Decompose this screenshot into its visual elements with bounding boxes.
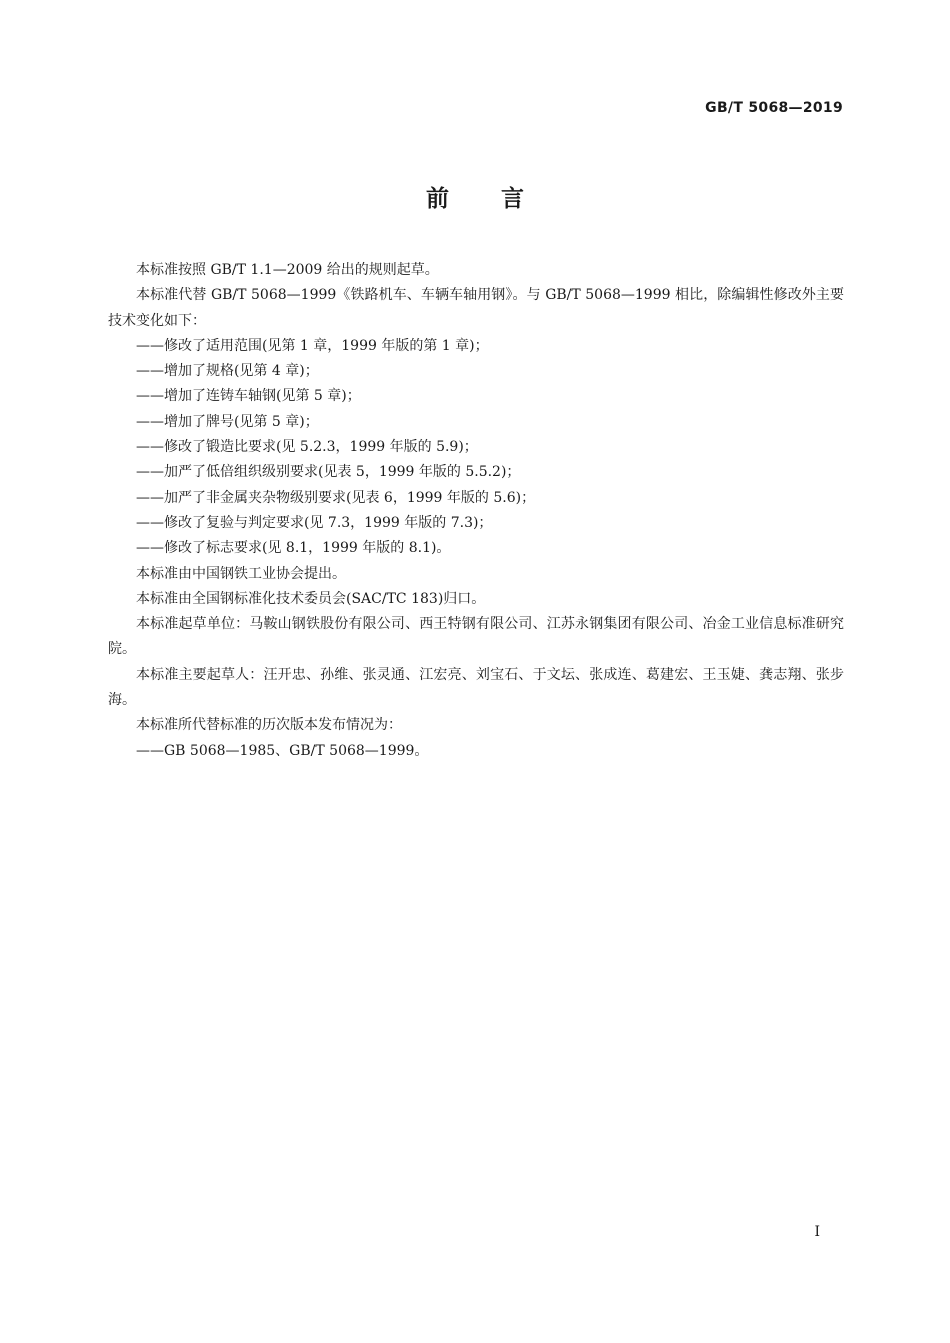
paragraph-drafting-rules: 本标准按照 GB/T 1.1—2009 给出的规则起草。 — [136, 262, 439, 278]
change-item: ——修改了复验与判定要求(见 7.3，1999 年版的 7.3)； — [136, 514, 493, 531]
paragraph-administered-by: 本标准由全国钢标准化技术委员会(SAC/TC 183)归口。 — [136, 590, 486, 607]
page-number: I — [814, 1224, 820, 1240]
standard-code: GB/T 5068—2019 — [705, 100, 843, 116]
paragraph-replaces: 本标准代替 GB/T 5068—1999《铁路机车、车辆车轴用钢》。与 GB/T 5068—1999 相比，除编辑性修改外主要技术变化如下： — [108, 287, 844, 329]
paragraph-drafters: 本标准主要起草人：汪开忠、孙维、张灵通、江宏亮、刘宝石、于文坛、张成连、葛建宏、王玉婕、龚志翔、张步海。 — [108, 666, 844, 709]
change-item: ——修改了适用范围(见第 1 章，1999 年版的第 1 章)； — [136, 337, 489, 354]
paragraph-drafting-units: 本标准起草单位：马鞍山钢铁股份有限公司、西王特钢有限公司、江苏永钢集团有限公司、冶金工业信息标准研究院。 — [108, 616, 844, 658]
history-item: ——GB 5068—1985、GB/T 5068—1999。 — [136, 742, 429, 759]
foreword-body — [108, 258, 844, 764]
change-item: ——增加了规格(见第 4 章)； — [136, 363, 319, 380]
change-item: ——修改了锻造比要求(见 5.2.3，1999 年版的 5.9)； — [136, 439, 478, 456]
change-item: ——增加了连铸车轴钢(见第 5 章)； — [136, 388, 361, 405]
change-item: ——加严了低倍组织级别要求(见表 5，1999 年版的 5.5.2)； — [136, 464, 521, 481]
paragraph-proposed-by: 本标准由中国钢铁工业协会提出。 — [136, 565, 346, 582]
change-item: ——增加了牌号(见第 5 章)； — [136, 413, 319, 430]
paragraph-history-intro: 本标准所代替标准的历次版本发布情况为： — [136, 717, 402, 734]
change-item: ——加严了非金属夹杂物级别要求(见表 6，1999 年版的 5.6)； — [136, 489, 536, 506]
change-item: ——修改了标志要求(见 8.1，1999 年版的 8.1)。 — [136, 540, 451, 557]
page-title: 前言 — [426, 186, 576, 212]
